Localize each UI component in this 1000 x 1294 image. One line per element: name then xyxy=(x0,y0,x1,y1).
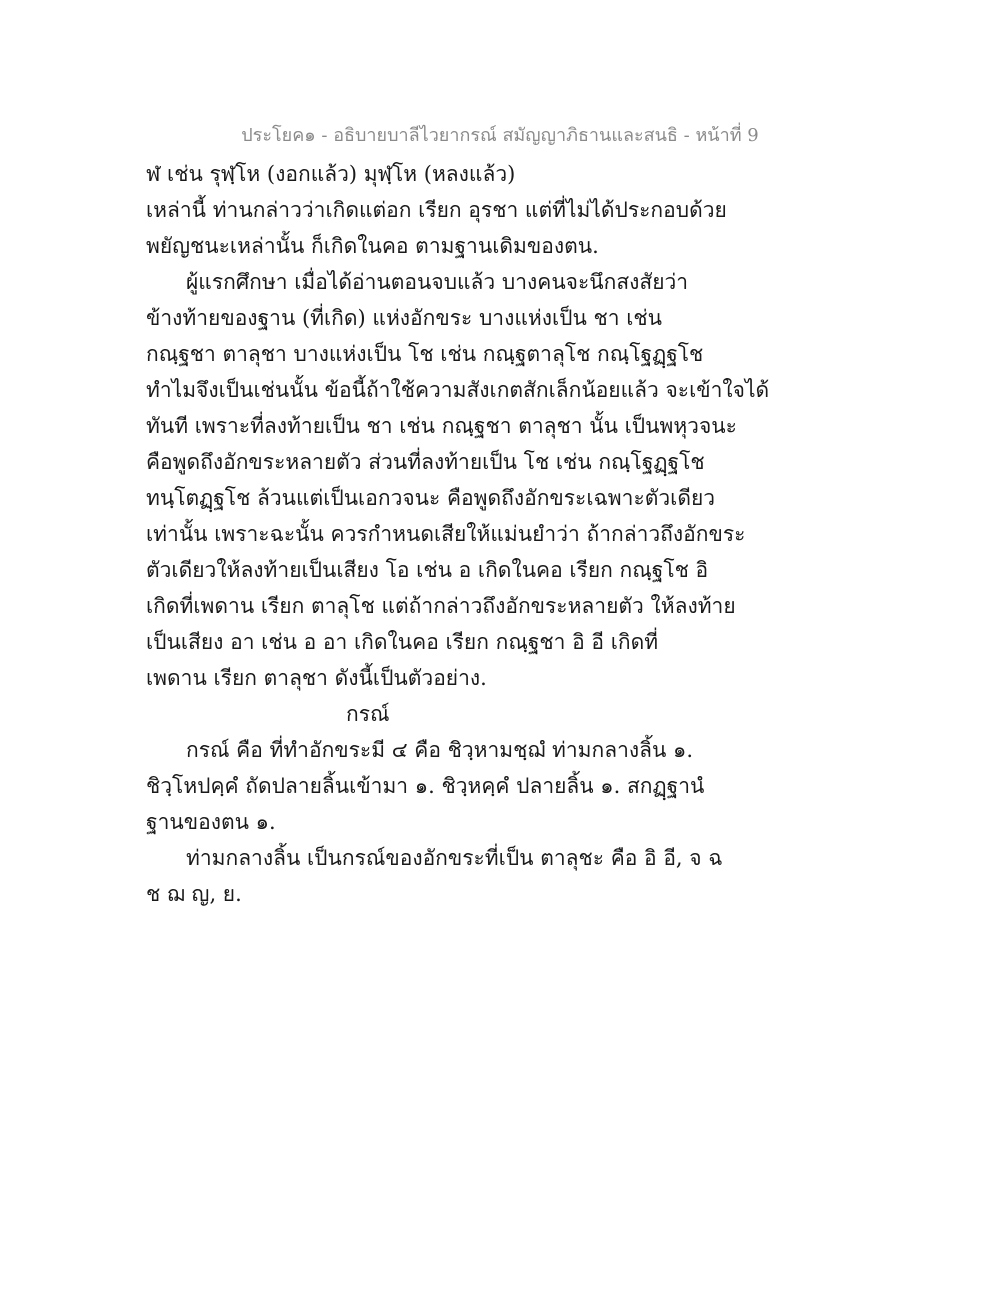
section-heading: กรณ์ xyxy=(346,702,390,726)
text-line: ฐานของตน ๑. xyxy=(146,810,276,834)
running-header: ประโยค๑ - อธิบายบาลีไวยากรณ์ สมัญญาภิธานและสนธิ - หน้าที่ 9 xyxy=(241,125,759,146)
text-line: ชิวฺโหปคฺคํ ถัดปลายลิ้นเข้ามา ๑. ชิวฺหคฺคํ ปลายลิ้น ๑. สกฏฺฐานํ xyxy=(146,774,705,798)
paragraph-start-line: กรณ์ คือ ที่ทำอักขระมี ๔ คือ ชิวฺหามชฺฌํ ท่ามกลางลิ้น ๑. xyxy=(186,738,694,762)
text-line: ทนฺโตฏฺฐโช ล้วนแต่เป็นเอกวจนะ คือพูดถึงอักขระเฉพาะตัวเดียว xyxy=(146,486,716,510)
text-line: ข้างท้ายของฐาน (ที่เกิด) แห่งอักขระ บางแห่งเป็น ชา เช่น xyxy=(146,306,663,330)
text-line: ทำไมจึงเป็นเช่นนั้น ข้อนี้ถ้าใช้ความสังเกตสักเล็กน้อยแล้ว จะเข้าใจได้ xyxy=(146,378,770,402)
text-line: คือพูดถึงอักขระหลายตัว ส่วนที่ลงท้ายเป็น โช เช่น กณฺโฐฏฺฐโช xyxy=(146,450,705,474)
text-line: เกิดที่เพดาน เรียก ตาลุโช แต่ถ้ากล่าวถึงอักขระหลายตัว ให้ลงท้าย xyxy=(146,594,736,618)
text-line: พยัญชนะเหล่านั้น ก็เกิดในคอ ตามฐานเดิมของตน. xyxy=(146,234,599,258)
text-line: ฬ เช่น รุฬฺโห (งอกแล้ว) มุฬฺโห (หลงแล้ว) xyxy=(146,162,516,186)
text-line: ตัวเดียวให้ลงท้ายเป็นเสียง โอ เช่น อ เกิดในคอ เรียก กณฺฐโช อิ xyxy=(146,558,709,582)
text-line: เพดาน เรียก ตาลุชา ดังนี้เป็นตัวอย่าง. xyxy=(146,666,487,690)
text-line: กณฺฐชา ตาลุชา บางแห่งเป็น โช เช่น กณฺฐตาลุโช กณฺโฐฏฺฐโช xyxy=(146,342,704,366)
paragraph-start-line: ผู้แรกศึกษา เมื่อได้อ่านตอนจบแล้ว บางคนจะนึกสงสัยว่า xyxy=(186,270,689,294)
text-line: ช ฌ ญ, ย. xyxy=(146,882,242,906)
body-text xyxy=(146,156,866,912)
text-line: ทันที เพราะที่ลงท้ายเป็น ชา เช่น กณฺฐชา ตาลุชา นั้น เป็นพหุวจนะ xyxy=(146,414,737,438)
paragraph-start-line: ท่ามกลางลิ้น เป็นกรณ์ของอักขระที่เป็น ตาลุชะ คือ อิ อี, จ ฉ xyxy=(186,846,723,870)
text-line: เป็นเสียง อา เช่น อ อา เกิดในคอ เรียก กณฺฐชา อิ อี เกิดที่ xyxy=(146,630,659,654)
text-line: เหล่านี้ ท่านกล่าวว่าเกิดแต่อก เรียก อุรชา แต่ที่ไม่ได้ประกอบด้วย xyxy=(146,198,727,222)
text-line: เท่านั้น เพราะฉะนั้น ควรกำหนดเสียให้แม่นยำว่า ถ้ากล่าวถึงอักขระ xyxy=(146,522,746,546)
